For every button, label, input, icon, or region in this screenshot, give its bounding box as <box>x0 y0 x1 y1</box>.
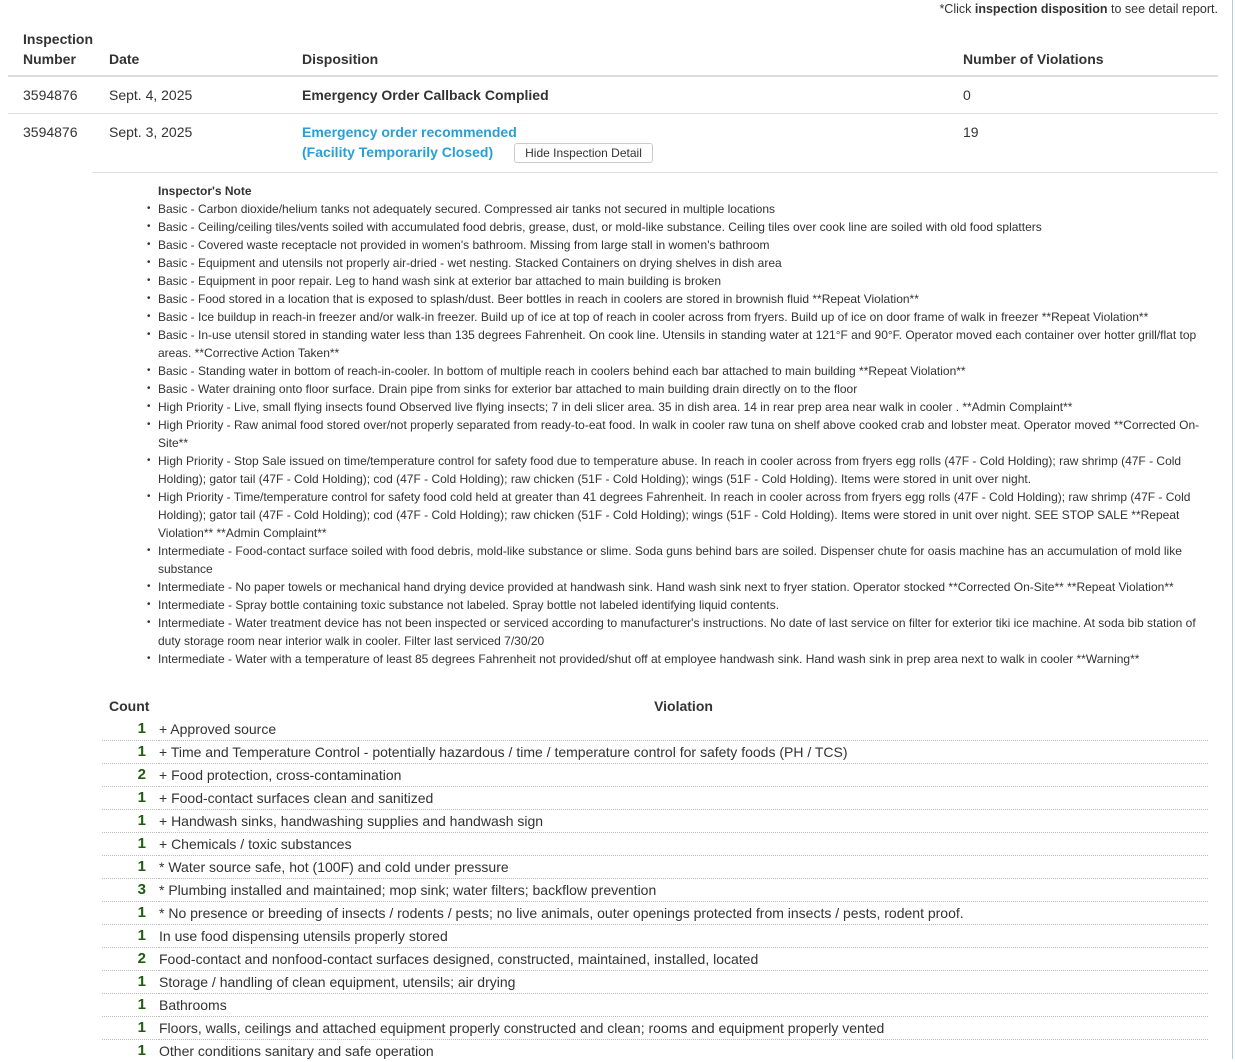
violation-row <box>102 856 1208 879</box>
note-item: • High Priority - Time/temperature control for safety food cold held at greater than 41 degrees Fahrenheit. In reach in cooler across from fryers egg rolls (47F - Cold Holding); raw shrimp (47F - Cold Holding); gator tail (47F - Cold Holding); cod (47F - Cold Holding); raw chicken (51F - Cold Holding); wings (51F - Cold Holding). Items were stored in unit over night. SEE STOP SALE **Repeat Violation** **Admin Complaint** <box>158 488 1218 542</box>
violation-row-text: Floors, walls, ceilings and attached equipment properly constructed and clean; rooms and equipment properly vented <box>159 1017 1208 1040</box>
violation-row-text: * No presence or breeding of insects / rodents / pests; no live animals, outer openings protected from insects / pests, rodent proof. <box>159 902 1208 925</box>
click-hint <box>939 2 1218 16</box>
note-item: • Intermediate - Water treatment device has not been inspected or serviced according to manufacturer's instructions. No date of last service on filter for exterior tiki ice machine. At soda bib station of duty storage room near interior walk in cooler. Filter last serviced 7/30/20 <box>158 614 1218 650</box>
violation-row-text: + Food protection, cross-contamination <box>159 764 1208 787</box>
violation-count: 19 <box>956 114 1218 172</box>
inspection-row <box>8 114 1218 172</box>
inspection-row <box>8 76 1218 114</box>
hint-prefix: *Click <box>939 2 974 16</box>
detail-divider <box>92 172 1218 173</box>
hint-suffix: to see detail report. <box>1108 2 1218 16</box>
violation-row-text: In use food dispensing utensils properly stored <box>159 925 1208 948</box>
inspection-date: Sept. 3, 2025 <box>102 114 295 172</box>
note-item: • Basic - Standing water in bottom of reach-in-cooler. In bottom of multiple reach in coolers behind each bar attached to main building **Repeat Violation** <box>158 362 1218 380</box>
note-item: • Basic - Covered waste receptacle not provided in women's bathroom. Missing from large stall in women's bathroom <box>158 236 1218 254</box>
inspection-disposition <box>295 114 956 172</box>
violation-row-count: 1 <box>102 787 159 810</box>
inspections-table <box>8 27 1218 171</box>
violation-row <box>102 787 1208 810</box>
violation-row <box>102 833 1208 856</box>
violation-row <box>102 948 1208 971</box>
header-disposition: Disposition <box>295 27 956 76</box>
violation-row-count: 2 <box>102 764 159 787</box>
header-inspection-number <box>8 27 102 76</box>
violation-row <box>102 902 1208 925</box>
header-number-line2: Number <box>23 51 76 67</box>
violations-table <box>102 697 1208 1062</box>
note-item: • Intermediate - Spray bottle containing toxic substance not labeled. Spray bottle not labeled identifying liquid contents. <box>158 596 1218 614</box>
header-number-line1: Inspection <box>23 31 93 47</box>
note-item: • Basic - Equipment in poor repair. Leg to hand wash sink at exterior bar attached to main building is broken <box>158 272 1218 290</box>
violation-row-count: 1 <box>102 856 159 879</box>
violation-row-count: 1 <box>102 718 159 741</box>
header-violations: Number of Violations <box>956 27 1218 76</box>
violation-row <box>102 764 1208 787</box>
inspector-note <box>158 182 1218 668</box>
violation-row-text: Storage / handling of clean equipment, utensils; air drying <box>159 971 1208 994</box>
violation-row-count: 1 <box>102 741 159 764</box>
violation-row <box>102 879 1208 902</box>
note-item: • Intermediate - Water with a temperature of least 85 degrees Fahrenheit not provided/shut off at employee handwash sink. Hand wash sink in prep area next to walk in cooler **Warning** <box>158 650 1218 668</box>
violation-row <box>102 718 1208 741</box>
note-item: • Basic - Ceiling/ceiling tiles/vents soiled with accumulated food debris, grease, dust, or mold-like substance. Ceiling tiles over cook line are soiled with old food splatters <box>158 218 1218 236</box>
violation-row-text: + Time and Temperature Control - potentially hazardous / time / temperature control for safety foods (PH / TCS) <box>159 741 1208 764</box>
violation-row <box>102 810 1208 833</box>
disposition-link-line1[interactable]: Emergency order recommended <box>302 124 517 140</box>
violation-count: 0 <box>956 76 1218 114</box>
violation-row-count: 1 <box>102 925 159 948</box>
violations-header-row <box>102 697 1208 718</box>
inspector-note-list <box>158 200 1218 668</box>
violation-row <box>102 741 1208 764</box>
violation-row <box>102 971 1208 994</box>
violation-row-count: 3 <box>102 879 159 902</box>
inspection-number: 3594876 <box>8 76 102 114</box>
violation-row-text: Bathrooms <box>159 994 1208 1017</box>
note-item: • Basic - Carbon dioxide/helium tanks not adequately secured. Compressed air tanks not secured in multiple locations <box>158 200 1218 218</box>
panel-right-border <box>1232 0 1233 1059</box>
note-item: • Basic - Water draining onto floor surface. Drain pipe from sinks for exterior bar attached to main building drain directly on to the floor <box>158 380 1218 398</box>
disposition-link-line2[interactable]: (Facility Temporarily Closed) <box>302 144 493 160</box>
disposition-text: Emergency Order Callback Complied <box>302 87 549 103</box>
note-item: • Intermediate - Food-contact surface soiled with food debris, mold-like substance or slime. Soda guns behind bars are soiled. Dispenser chute for oasis machine has an accumulation of mold like substance <box>158 542 1218 578</box>
note-item: • High Priority - Live, small flying insects found Observed live flying insects; 7 in deli slicer area. 35 in dish area. 14 in rear prep area near walk in cooler . **Admin Complaint** <box>158 398 1218 416</box>
violation-row-count: 1 <box>102 1040 159 1062</box>
violation-row <box>102 925 1208 948</box>
violation-row-count: 1 <box>102 902 159 925</box>
note-item: • Basic - Equipment and utensils not properly air-dried - wet nesting. Stacked Containers on drying shelves in dish area <box>158 254 1218 272</box>
header-count: Count <box>102 697 159 718</box>
note-item: • Basic - Food stored in a location that is exposed to splash/dust. Beer bottles in reach in coolers are stored in brownish fluid **Repeat Violation** <box>158 290 1218 308</box>
note-item: • High Priority - Raw animal food stored over/not properly separated from ready-to-eat food. In walk in cooler raw tuna on shelf above cooked crab and lobster meat. Operator moved **Corrected On-Site** <box>158 416 1218 452</box>
violation-row-count: 1 <box>102 994 159 1017</box>
inspection-date: Sept. 4, 2025 <box>102 76 295 114</box>
violation-row-count: 1 <box>102 1017 159 1040</box>
violation-row-text: Other conditions sanitary and safe operation <box>159 1040 1208 1062</box>
violation-row-text: + Food-contact surfaces clean and sanitized <box>159 787 1208 810</box>
inspector-note-title: Inspector's Note <box>158 182 1218 200</box>
note-item: • Intermediate - No paper towels or mechanical hand drying device provided at handwash sink. Hand wash sink next to fryer station. Operator stocked **Corrected On-Site** **Repeat Violation** <box>158 578 1218 596</box>
hint-bold: inspection disposition <box>975 2 1108 16</box>
inspections-header-row <box>8 27 1218 76</box>
violation-row <box>102 994 1208 1017</box>
violation-row <box>102 1017 1208 1040</box>
note-item: • High Priority - Stop Sale issued on time/temperature control for safety food due to temperature abuse. In reach in cooler across from fryers egg rolls (47F - Cold Holding); raw shrimp (47F - Cold Holding); gator tail (47F - Cold Holding); cod (47F - Cold Holding); raw chicken (51F - Cold Holding); wings (51F - Cold Holding). Items were stored in unit over night. <box>158 452 1218 488</box>
violation-row-text: + Handwash sinks, handwashing supplies and handwash sign <box>159 810 1208 833</box>
violation-row-text: + Chemicals / toxic substances <box>159 833 1208 856</box>
violation-row-count: 1 <box>102 810 159 833</box>
note-item: • Basic - Ice buildup in reach-in freezer and/or walk-in freezer. Build up of ice at top of reach in cooler across from fryers. Build up of ice on door frame of walk in freezer **Repeat Violation** <box>158 308 1218 326</box>
violation-row-text: + Approved source <box>159 718 1208 741</box>
violation-row-text: * Plumbing installed and maintained; mop sink; water filters; backflow prevention <box>159 879 1208 902</box>
violation-row-count: 1 <box>102 833 159 856</box>
violation-row-count: 2 <box>102 948 159 971</box>
note-item: • Basic - In-use utensil stored in standing water less than 135 degrees Fahrenheit. On cook line. Utensils in standing water at 121°F and 90°F. Operator moved each container over hotter grill/flat top areas. **Corrective Action Taken** <box>158 326 1218 362</box>
violation-row-text: Food-contact and nonfood-contact surfaces designed, constructed, maintained, installed, located <box>159 948 1208 971</box>
inspection-disposition <box>295 76 956 114</box>
header-date: Date <box>102 27 295 76</box>
violation-row-text: * Water source safe, hot (100F) and cold under pressure <box>159 856 1208 879</box>
violation-row-count: 1 <box>102 971 159 994</box>
header-violation: Violation <box>159 697 1208 718</box>
inspection-number: 3594876 <box>8 114 102 172</box>
hide-inspection-detail-button[interactable]: Hide Inspection Detail <box>514 143 653 163</box>
